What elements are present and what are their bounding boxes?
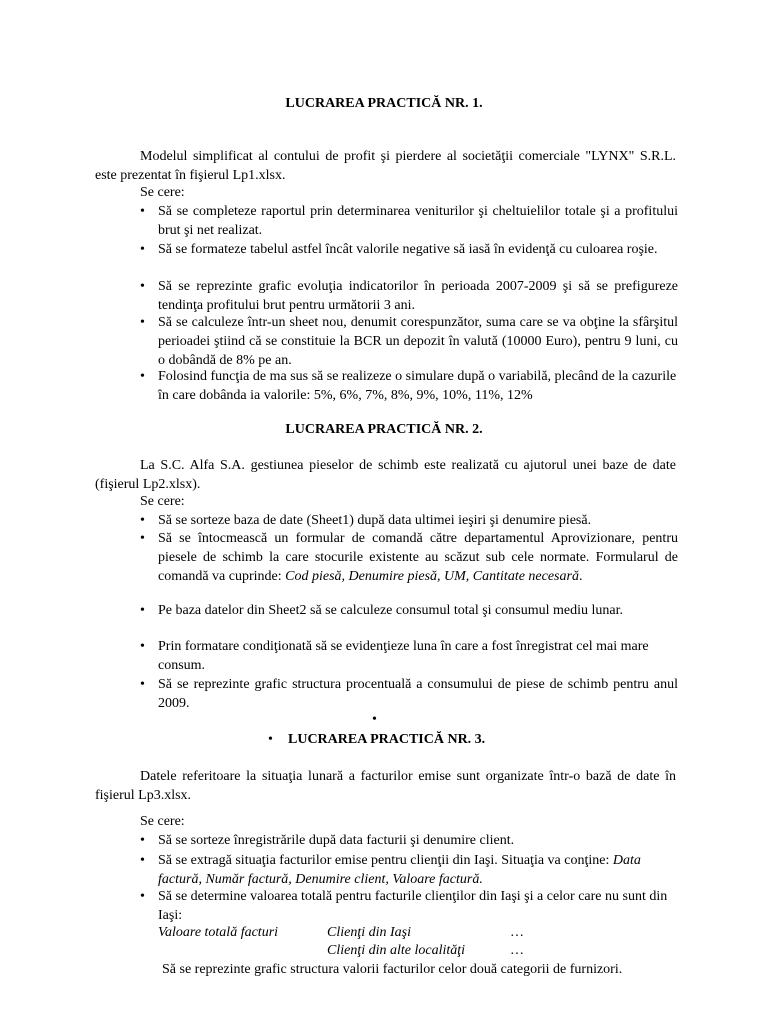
bullet-icon: • xyxy=(140,889,145,904)
table-row-alte: Clienţi din alte localităţi xyxy=(327,943,466,958)
table-value-alte: … xyxy=(510,943,524,958)
bullet-icon: • xyxy=(140,369,145,384)
practica-2-intro: La S.C. Alfa S.A. gestiunea pieselor de schimb este realizată cu ajutorul unei baze de date (fişierul Lp2.xlsx). xyxy=(95,458,676,492)
list-item: • Folosind funcţia de ma sus să se realizeze o simulare după o variabilă, plecând de la cazurile în care dobânda ia valorile: 5%, 6%, 7%, 8%, 9%, 10%, 11%, 12% xyxy=(140,369,677,403)
list-item: • Să se sorteze baza de date (Sheet1) după data ultimei ieşiri şi denumire piesă. xyxy=(140,513,592,528)
bullet-icon: • xyxy=(140,204,145,219)
table-label: Valoare totală facturi xyxy=(158,925,279,940)
list-item: • Prin formatare condiţionată să se evidenţieze luna în care a fost înregistrat cel mai mare consum. xyxy=(140,639,649,673)
list-item: • Să se extragă situaţia facturilor emise pentru clienţii din Iaşi. Situaţia va conţine: Data factură, Număr factură, Denumire client, Valoare factură. xyxy=(140,853,641,887)
practica-3-se-cere: Se cere: xyxy=(140,814,185,829)
list-item: • Să se reprezinte grafic evoluţia indicatorilor în perioada 2007-2009 şi să se prefigureze tendinţa profitului brut pentru următorii 3 ani. xyxy=(140,279,678,313)
list-item: • Să se calculeze într-un sheet nou, denumit corespunzător, suma care se va obţine la sfârşitul perioadei ştiind că se constituie la BCR un depozit în valută (10000 Euro), pentru 9 luni, cu o dobândă de 8% pe an. xyxy=(140,315,678,368)
practica-1-se-cere: Se cere: xyxy=(140,185,185,200)
bullet-icon: • xyxy=(372,712,377,727)
practica-2-title: LUCRAREA PRACTICĂ NR. 2. xyxy=(285,422,483,437)
list-item: • Să se reprezinte grafic structura procentuală a consumului de piese de schimb pentru anul 2009. xyxy=(140,677,678,711)
practica-3-intro: Datele referitoare la situaţia lunară a facturilor emise sunt organizate într-o bază de date în fişierul Lp3.xlsx. xyxy=(95,769,676,803)
list-item: • Să se întocmească un formular de comandă către departamentul Aprovizionare, pentru piesele de schimb la care stocurile existente au scăzut sub cele normate. Formularul de comandă va cuprinde: Cod piesă, Denumire piesă, UM, Cantitate necesară. xyxy=(140,531,678,584)
practica-3-title: LUCRAREA PRACTICĂ NR. 3. xyxy=(288,732,486,747)
bullet-icon: • xyxy=(140,242,145,257)
table-value-iasi: … xyxy=(510,925,524,940)
bullet-icon: • xyxy=(140,513,145,528)
table-row-iasi: Clienţi din Iaşi xyxy=(327,925,411,940)
list-item: • Să se determine valoarea totală pentru facturile clienţilor din Iaşi şi a celor care nu sunt din Iaşi: xyxy=(140,889,668,923)
practica-1-intro: Modelul simplificat al contului de profit şi pierdere al societăţii comerciale "LYNX" S.R.L. este prezentat în fişierul Lp1.xlsx. xyxy=(95,149,676,183)
bullet-icon: • xyxy=(140,677,145,692)
list-item: • Pe baza datelor din Sheet2 să se calculeze consumul total şi consumul mediu lunar. xyxy=(140,603,623,618)
bullet-icon: • xyxy=(140,279,145,294)
practica-3-final-line: Să se reprezinte grafic structura valorii facturilor celor două categorii de furnizori. xyxy=(162,962,623,977)
bullet-icon: • xyxy=(140,531,145,546)
list-item: • Să se completeze raportul prin determinarea veniturilor şi cheltuielilor totale şi a profitului brut şi net realizat. xyxy=(140,204,678,238)
bullet-icon: • xyxy=(140,603,145,618)
bullet-icon: • xyxy=(140,315,145,330)
practica-3-title-row xyxy=(268,730,568,749)
bullet-icon: • xyxy=(140,853,145,868)
bullet-icon: • xyxy=(140,639,145,654)
list-item: • Să se formateze tabelul astfel încât valorile negative să iasă în evidenţă cu culoarea roşie. xyxy=(140,242,658,257)
list-item: • Să se sorteze înregistrările după data facturii şi denumire client. xyxy=(140,833,515,848)
bullet-icon: • xyxy=(268,732,273,747)
practica-1-title: LUCRAREA PRACTICĂ NR. 1. xyxy=(285,96,483,111)
practica-2-se-cere: Se cere: xyxy=(140,494,185,509)
bullet-icon: • xyxy=(140,833,145,848)
